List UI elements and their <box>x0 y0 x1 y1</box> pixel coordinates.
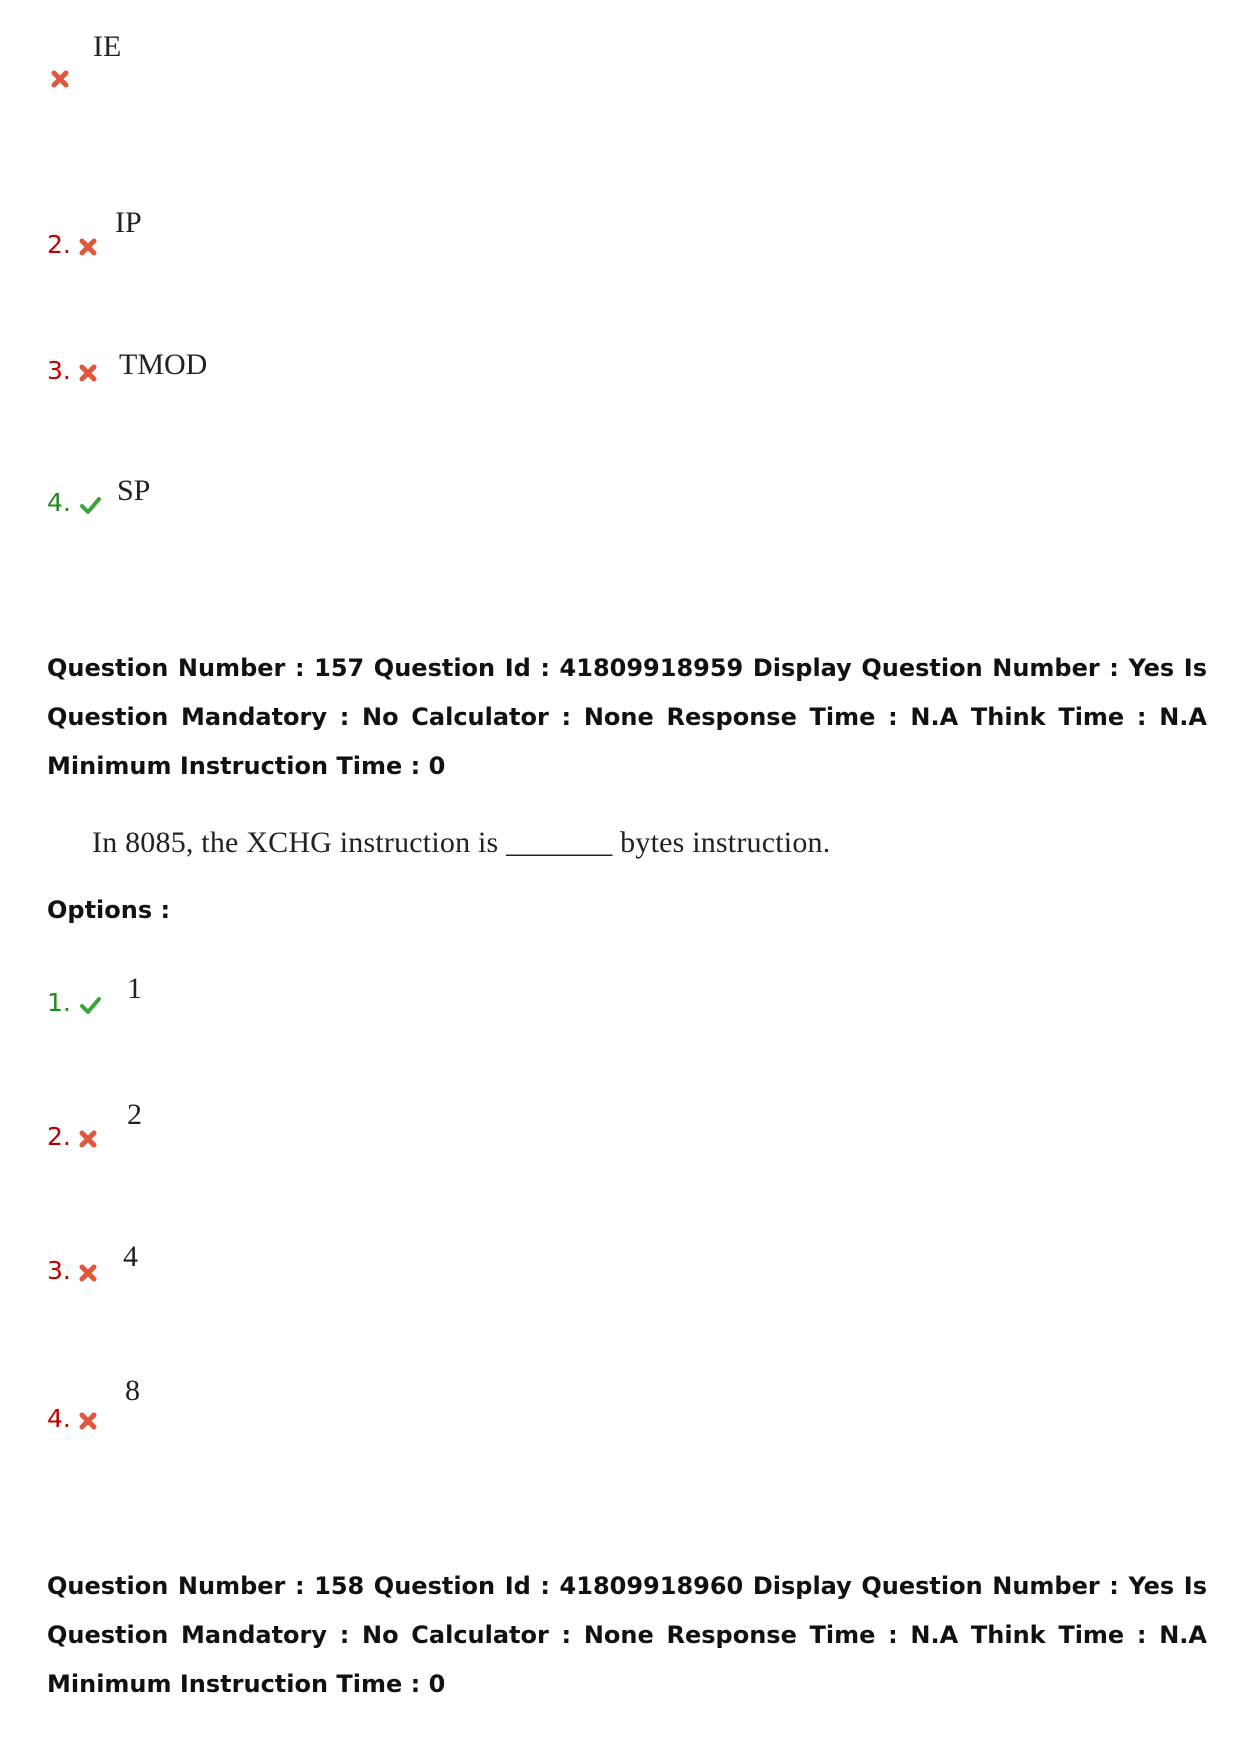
option-number: 2. <box>47 230 71 259</box>
question-157-meta: Question Number : 157 Question Id : 41809918959 Display Question Number : Yes Is Question Mandatory : No Calculator : None Response Time : N.A Think Time : N.A Minimum Instruction Time : 0 <box>47 654 1207 780</box>
option-text: SP <box>117 474 151 507</box>
options-label: Options : <box>47 896 171 924</box>
option-text: 8 <box>125 1374 140 1407</box>
option-number: 1. <box>47 988 71 1017</box>
option-number: 2. <box>47 1122 71 1151</box>
option-number: 4. <box>47 1404 71 1433</box>
prev-option-3 <box>47 348 208 386</box>
cross-icon <box>77 1128 99 1150</box>
prev-option-2 <box>47 206 142 260</box>
cross-icon <box>49 68 71 90</box>
q157-option-2 <box>47 1098 142 1152</box>
option-text: IP <box>115 206 142 239</box>
option-number: 3. <box>47 356 71 385</box>
q157-option-3 <box>47 1240 138 1286</box>
check-icon <box>77 494 103 516</box>
cross-icon <box>77 236 99 258</box>
prev-option-4 <box>47 474 151 518</box>
cross-icon <box>77 362 99 384</box>
q157-option-1 <box>47 972 142 1018</box>
question-158-meta: Question Number : 158 Question Id : 41809918960 Display Question Number : Yes Is Question Mandatory : No Calculator : None Response Time : N.A Think Time : N.A Minimum Instruction Time : 0 <box>47 1572 1207 1698</box>
check-icon <box>77 994 103 1016</box>
option-number: 4. <box>47 488 71 517</box>
option-text: IE <box>93 30 122 63</box>
option-text: 4 <box>123 1240 138 1273</box>
prev-option-1 <box>47 30 122 86</box>
cross-icon <box>77 1410 99 1432</box>
option-text: 2 <box>127 1098 142 1131</box>
option-text: 1 <box>127 972 142 1005</box>
cross-icon <box>77 1262 99 1284</box>
q157-option-4 <box>47 1374 140 1434</box>
question-157-text: In 8085, the XCHG instruction is _______ bytes instruction. <box>92 826 831 859</box>
option-number: 3. <box>47 1256 71 1285</box>
option-text: TMOD <box>119 348 208 381</box>
